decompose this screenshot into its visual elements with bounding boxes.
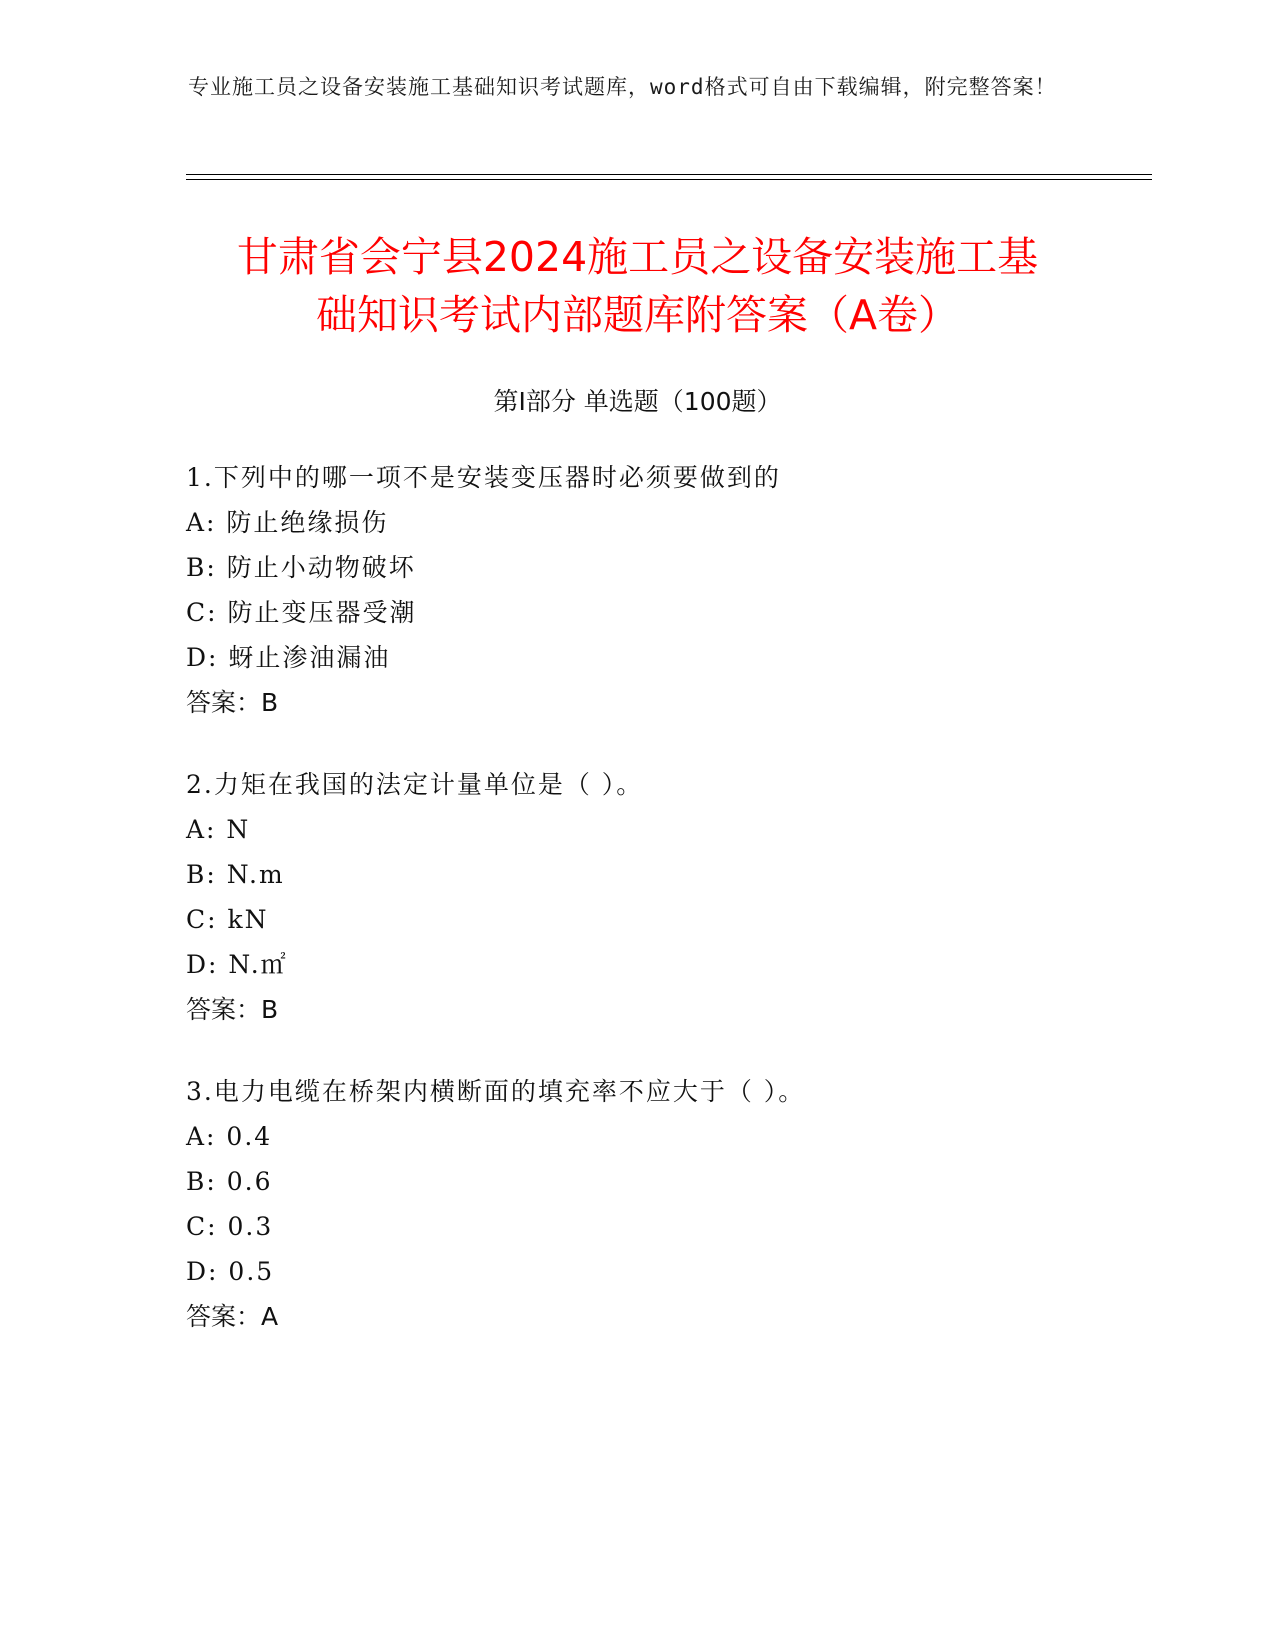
option-d: D: 0.5 xyxy=(186,1257,275,1286)
option-b: B: 防止小动物破坏 xyxy=(186,553,416,582)
option-a: A: 0.4 xyxy=(186,1122,273,1151)
option-a: A: 防止绝缘损伤 xyxy=(186,508,389,537)
option-b: B: N.m xyxy=(186,860,285,889)
header-divider-bottom xyxy=(186,179,1152,180)
document-title-line-1: 甘肃省会宁县2024施工员之设备安装施工基 xyxy=(236,233,1039,281)
option-b: B: 0.6 xyxy=(186,1167,273,1196)
section-heading: 第Ⅰ部分 单选题（100题） xyxy=(493,387,782,416)
question-stem: 3.电力电缆在桥架内横断面的填充率不应大于（ ）。 xyxy=(186,1077,806,1106)
header-note: 专业施工员之设备安装施工基础知识考试题库，word格式可自由下载编辑，附完整答案！ xyxy=(188,75,1057,99)
question-stem: 1.下列中的哪一项不是安装变压器时必须要做到的 xyxy=(186,463,781,492)
option-d: D: N.㎡ xyxy=(186,950,288,979)
option-c: C: 防止变压器受潮 xyxy=(186,598,417,627)
question-3 xyxy=(186,1069,1146,1339)
option-c: C: 0.3 xyxy=(186,1212,274,1241)
option-a: A: N xyxy=(186,815,251,844)
question-1 xyxy=(186,455,1146,725)
question-stem: 2.力矩在我国的法定计量单位是（ ）。 xyxy=(186,770,644,799)
option-c: C: kN xyxy=(186,905,269,934)
question-2 xyxy=(186,762,1146,1032)
answer: 答案：B xyxy=(186,688,279,717)
answer: 答案：A xyxy=(186,1302,279,1331)
document-title xyxy=(140,228,1135,344)
document-title-line-2: 础知识考试内部题库附答案（A卷） xyxy=(315,291,960,339)
answer: 答案：B xyxy=(186,995,279,1024)
header-divider-top xyxy=(186,174,1152,175)
option-d: D: 蚜止渗油漏油 xyxy=(186,643,391,672)
